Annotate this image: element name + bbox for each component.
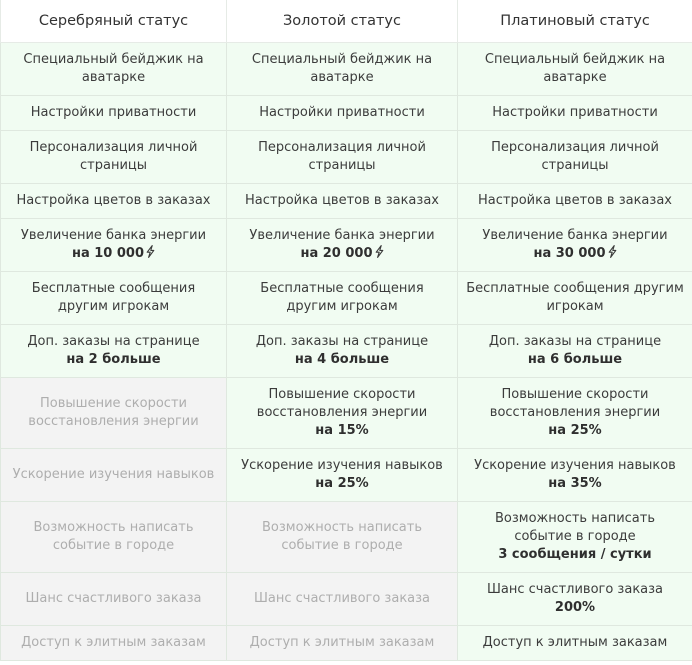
feature-value [9, 351, 218, 369]
feature-label: Возможность написать событие в городе [495, 511, 655, 544]
table-header [1, 0, 692, 43]
feature-cell-silver [1, 573, 227, 626]
feature-label: Ускорение изучения навыков [241, 458, 443, 473]
feature-cell-silver [1, 325, 227, 378]
feature-cell-platinum [458, 184, 692, 219]
feature-label: Ускорение изучения навыков [474, 458, 676, 473]
table-row [1, 378, 692, 449]
feature-cell-platinum [458, 325, 692, 378]
table-body [1, 43, 692, 661]
header-gold-status: Золотой статус [227, 0, 458, 43]
feature-cell-platinum [458, 502, 692, 573]
feature-label: Доступ к элитным заказам [482, 635, 668, 650]
feature-value [466, 599, 684, 617]
feature-cell-silver [1, 449, 227, 502]
table-row [1, 325, 692, 378]
feature-value [466, 245, 684, 263]
feature-cell-platinum [458, 131, 692, 184]
feature-cell-gold [227, 502, 458, 573]
feature-cell-gold [227, 219, 458, 272]
table-row [1, 573, 692, 626]
feature-label: Повышение скорости восстановления энергии [256, 387, 428, 420]
feature-value-text: 3 сообщения / сутки [498, 547, 652, 562]
feature-label: Бесплатные сообщения другим игрокам [466, 281, 684, 314]
table-row [1, 502, 692, 573]
lightning-icon [146, 245, 155, 258]
feature-label: Специальный бейджик на аватарке [23, 52, 204, 85]
feature-cell-platinum [458, 219, 692, 272]
feature-value [235, 351, 449, 369]
feature-label: Доп. заказы на странице [27, 334, 200, 349]
feature-label: Доступ к элитным заказам [21, 635, 206, 650]
feature-cell-silver [1, 131, 227, 184]
feature-cell-gold [227, 378, 458, 449]
feature-value [466, 351, 684, 369]
feature-cell-platinum [458, 96, 692, 131]
feature-value-text: на 25% [548, 423, 602, 438]
feature-cell-platinum [458, 43, 692, 96]
table-row [1, 626, 692, 661]
feature-cell-silver [1, 43, 227, 96]
feature-value-text: на 2 больше [66, 352, 161, 367]
header-row [1, 0, 692, 43]
feature-label: Увеличение банка энергии [20, 228, 207, 243]
feature-cell-gold [227, 325, 458, 378]
feature-label: Увеличение банка энергии [482, 228, 668, 243]
feature-label: Бесплатные сообщения другим игрокам [260, 281, 424, 314]
table-row [1, 219, 692, 272]
feature-cell-platinum [458, 449, 692, 502]
table-row [1, 43, 692, 96]
feature-cell-gold [227, 131, 458, 184]
feature-cell-silver [1, 626, 227, 661]
feature-value [9, 245, 218, 263]
feature-value-text: на 25% [315, 476, 369, 491]
feature-label: Увеличение банка энергии [249, 228, 435, 243]
feature-cell-silver [1, 184, 227, 219]
feature-cell-platinum [458, 573, 692, 626]
feature-label: Ускорение изучения навыков [12, 467, 215, 482]
feature-label: Возможность написать событие в городе [33, 520, 194, 553]
lightning-icon [608, 245, 617, 258]
feature-label: Персонализация личной страницы [491, 140, 659, 173]
feature-cell-gold [227, 449, 458, 502]
feature-label: Персонализация личной страницы [258, 140, 426, 173]
feature-label: Возможность написать событие в городе [262, 520, 422, 553]
feature-cell-gold [227, 96, 458, 131]
feature-value [235, 245, 449, 263]
feature-cell-silver [1, 272, 227, 325]
feature-label: Персонализация личной страницы [29, 140, 198, 173]
feature-cell-silver [1, 378, 227, 449]
feature-cell-silver [1, 502, 227, 573]
feature-value-text: на 15% [315, 423, 369, 438]
feature-label: Доп. заказы на странице [255, 334, 429, 349]
feature-value [466, 422, 684, 440]
feature-value-text: 200% [554, 600, 596, 615]
table-row [1, 272, 692, 325]
feature-cell-gold [227, 43, 458, 96]
feature-cell-platinum [458, 378, 692, 449]
feature-label: Настройки приватности [259, 105, 425, 120]
feature-cell-gold [227, 573, 458, 626]
table-row [1, 131, 692, 184]
feature-cell-gold [227, 626, 458, 661]
feature-label: Настройка цветов в заказах [478, 193, 672, 208]
header-platinum-status: Платиновый статус [458, 0, 692, 43]
feature-value-text: на 30 000 [533, 246, 606, 261]
table-row [1, 184, 692, 219]
feature-cell-silver [1, 219, 227, 272]
feature-value [235, 475, 449, 493]
table-row [1, 449, 692, 502]
feature-value [466, 546, 684, 564]
feature-label: Шанс счастливого заказа [486, 582, 664, 597]
feature-label: Настройки приватности [30, 105, 197, 120]
feature-label: Настройка цветов в заказах [16, 193, 211, 208]
feature-label: Бесплатные сообщения другим игрокам [31, 281, 196, 314]
feature-label: Шанс счастливого заказа [25, 591, 202, 606]
feature-value-text: на 35% [548, 476, 602, 491]
feature-cell-platinum [458, 626, 692, 661]
feature-label: Доступ к элитным заказам [249, 635, 435, 650]
feature-value-text: на 10 000 [71, 246, 145, 261]
feature-cell-platinum [458, 272, 692, 325]
table-row [1, 96, 692, 131]
feature-cell-gold [227, 184, 458, 219]
feature-cell-gold [227, 272, 458, 325]
feature-label: Настройка цветов в заказах [245, 193, 439, 208]
feature-value [235, 422, 449, 440]
header-silver-status: Серебряный статус [1, 0, 227, 43]
feature-value [466, 475, 684, 493]
feature-label: Доп. заказы на странице [488, 334, 662, 349]
feature-label: Специальный бейджик на аватарке [484, 52, 666, 85]
feature-label: Повышение скорости восстановления энергии [28, 396, 199, 429]
feature-label: Шанс счастливого заказа [253, 591, 431, 606]
lightning-icon [375, 245, 384, 258]
feature-value-text: на 20 000 [300, 246, 373, 261]
feature-cell-silver [1, 96, 227, 131]
feature-value-text: на 4 больше [294, 352, 390, 367]
feature-label: Повышение скорости восстановления энергии [489, 387, 661, 420]
feature-label: Специальный бейджик на аватарке [251, 52, 433, 85]
feature-value-text: на 6 больше [527, 352, 623, 367]
feature-label: Настройки приватности [492, 105, 658, 120]
